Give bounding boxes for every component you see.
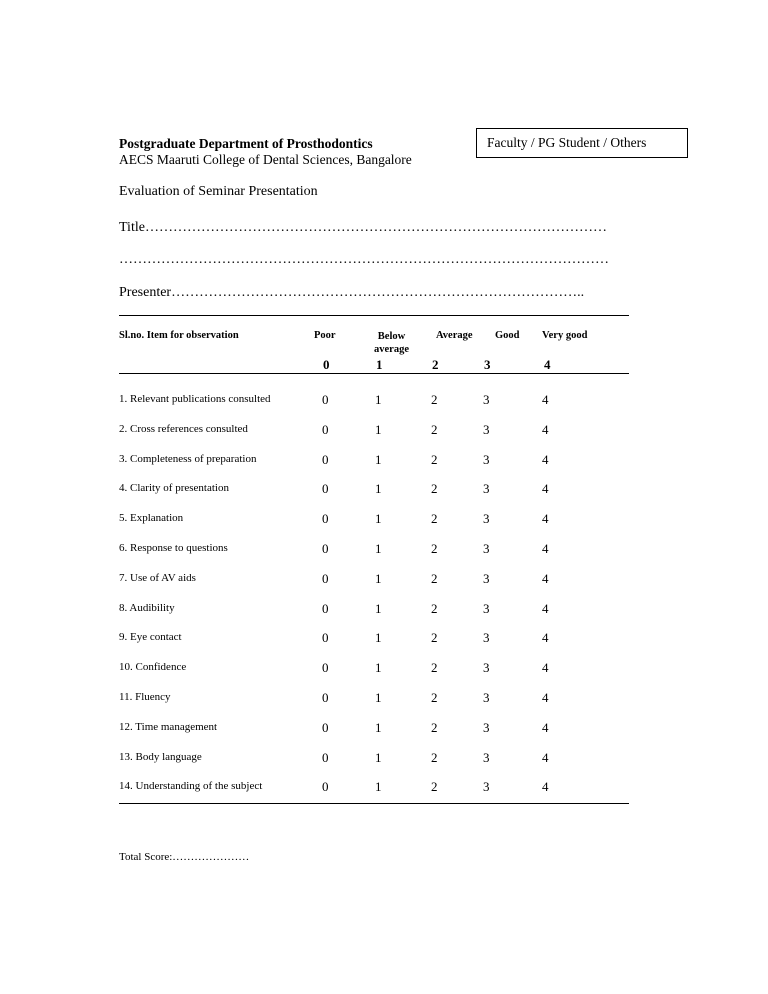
score-option-0[interactable]: 0	[322, 481, 329, 497]
score-option-2[interactable]: 2	[431, 451, 438, 467]
score-option-1[interactable]: 1	[375, 570, 382, 586]
score-option-1[interactable]: 1	[375, 719, 382, 735]
score-option-3[interactable]: 3	[483, 511, 490, 527]
header-good: Good	[495, 330, 520, 341]
score-option-3[interactable]: 3	[483, 570, 490, 586]
scale-1: 1	[376, 357, 383, 372]
score-option-2[interactable]: 2	[431, 719, 438, 735]
score-option-4[interactable]: 4	[542, 690, 549, 705]
score-option-1[interactable]: 1	[375, 630, 382, 646]
score-option-2[interactable]: 2	[431, 392, 438, 407]
score-option-2[interactable]: 2	[431, 749, 438, 765]
score-option-2[interactable]: 2	[431, 541, 438, 556]
header-below-line1: Below	[377, 331, 406, 342]
item-label: 3. Completeness of preparation	[119, 452, 257, 465]
score-option-4[interactable]: 4	[542, 392, 549, 407]
score-option-2[interactable]: 2	[431, 570, 438, 586]
score-option-3[interactable]: 3	[483, 749, 490, 765]
item-label: 11. Fluency	[119, 691, 171, 703]
score-option-1[interactable]: 1	[375, 660, 382, 676]
score-option-2[interactable]: 2	[431, 660, 438, 676]
table-top-rule	[119, 315, 629, 316]
score-option-0[interactable]: 0	[322, 392, 329, 407]
score-option-3[interactable]: 3	[483, 481, 490, 497]
score-option-3[interactable]: 3	[483, 451, 490, 467]
score-option-0[interactable]: 0	[322, 600, 329, 616]
score-option-1[interactable]: 1	[375, 541, 382, 556]
score-option-4[interactable]: 4	[542, 660, 549, 676]
item-label: 6. Response to questions	[119, 542, 228, 554]
score-option-1[interactable]: 1	[375, 481, 382, 497]
scale-3: 3	[484, 357, 491, 372]
title-continuation-field[interactable]: ……………………………………………………………………………………………	[119, 252, 609, 267]
score-option-3[interactable]: 3	[483, 541, 490, 556]
scale-2: 2	[432, 357, 439, 372]
score-option-3[interactable]: 3	[483, 600, 490, 616]
score-option-4[interactable]: 4	[542, 779, 549, 795]
title-field[interactable]: Title………………………………………………………………………………………	[119, 220, 607, 235]
evaluator-role-box: Faculty / PG Student / Others	[476, 128, 688, 158]
table-bottom-rule	[119, 803, 629, 804]
score-option-0[interactable]: 0	[322, 570, 329, 586]
presenter-field[interactable]: Presenter……………………………………………………………………………..	[119, 285, 585, 300]
score-option-0[interactable]: 0	[322, 421, 329, 437]
item-label: 9. Eye contact	[119, 631, 182, 644]
total-score-field[interactable]: Total Score:…………………	[119, 851, 250, 863]
score-option-0[interactable]: 0	[322, 541, 329, 556]
header-poor: Poor	[314, 330, 336, 341]
score-option-4[interactable]: 4	[542, 600, 549, 616]
department-heading: Postgraduate Department of Prosthodontics	[119, 136, 373, 151]
score-option-3[interactable]: 3	[483, 779, 490, 795]
header-average: Average	[436, 330, 473, 341]
score-option-4[interactable]: 4	[542, 511, 549, 527]
score-option-3[interactable]: 3	[483, 660, 490, 676]
score-option-4[interactable]: 4	[542, 451, 549, 467]
item-label: 4. Clarity of presentation	[119, 482, 229, 495]
score-option-2[interactable]: 2	[431, 779, 438, 795]
score-option-1[interactable]: 1	[375, 511, 382, 527]
score-option-3[interactable]: 3	[483, 719, 490, 735]
item-label: 5. Explanation	[119, 512, 184, 525]
score-option-2[interactable]: 2	[431, 511, 438, 527]
score-option-4[interactable]: 4	[542, 719, 549, 735]
score-option-2[interactable]: 2	[431, 630, 438, 646]
score-option-4[interactable]: 4	[542, 541, 549, 556]
score-option-0[interactable]: 0	[322, 779, 329, 795]
header-slno-item: Sl.no. Item for observation	[119, 330, 239, 341]
scale-4: 4	[544, 357, 551, 372]
score-option-0[interactable]: 0	[322, 690, 329, 705]
score-option-1[interactable]: 1	[375, 749, 382, 765]
header-very-good: Very good	[542, 330, 588, 341]
score-option-4[interactable]: 4	[542, 630, 549, 646]
score-option-0[interactable]: 0	[322, 630, 329, 646]
scale-0: 0	[323, 357, 330, 372]
form-title: Evaluation of Seminar Presentation	[119, 184, 318, 199]
item-label: 2. Cross references consulted	[119, 422, 248, 435]
score-option-3[interactable]: 3	[483, 421, 490, 437]
score-option-1[interactable]: 1	[375, 690, 382, 705]
item-label: 12. Time management	[119, 720, 218, 733]
score-option-0[interactable]: 0	[322, 511, 329, 527]
score-option-0[interactable]: 0	[322, 660, 329, 676]
score-option-0[interactable]: 0	[322, 451, 329, 467]
header-below-average	[374, 330, 409, 356]
score-option-2[interactable]: 2	[431, 690, 438, 705]
score-option-2[interactable]: 2	[431, 481, 438, 497]
score-option-4[interactable]: 4	[542, 421, 549, 437]
item-label: 10. Confidence	[119, 661, 187, 674]
score-option-4[interactable]: 4	[542, 481, 549, 497]
item-label: 13. Body language	[119, 750, 202, 763]
item-label: 8. Audibility	[119, 601, 175, 614]
item-label: 7. Use of AV aids	[119, 571, 196, 584]
score-option-0[interactable]: 0	[322, 749, 329, 765]
score-option-1[interactable]: 1	[375, 600, 382, 616]
score-option-1[interactable]: 1	[375, 779, 382, 795]
table-header-rule	[119, 373, 629, 374]
header-below-line2: average	[374, 344, 409, 355]
score-option-1[interactable]: 1	[375, 421, 382, 437]
score-option-2[interactable]: 2	[431, 600, 438, 616]
college-name: AECS Maaruti College of Dental Sciences, Bangalore	[119, 152, 412, 167]
item-label: 14. Understanding of the subject	[119, 780, 263, 793]
score-option-4[interactable]: 4	[542, 570, 549, 586]
score-option-4[interactable]: 4	[542, 749, 549, 765]
score-option-3[interactable]: 3	[483, 630, 490, 646]
score-option-2[interactable]: 2	[431, 421, 438, 437]
score-option-0[interactable]: 0	[322, 719, 329, 735]
item-label: 1. Relevant publications consulted	[119, 393, 271, 405]
score-option-1[interactable]: 1	[375, 392, 382, 407]
score-option-3[interactable]: 3	[483, 690, 490, 705]
score-option-1[interactable]: 1	[375, 451, 382, 467]
score-option-3[interactable]: 3	[483, 392, 490, 407]
